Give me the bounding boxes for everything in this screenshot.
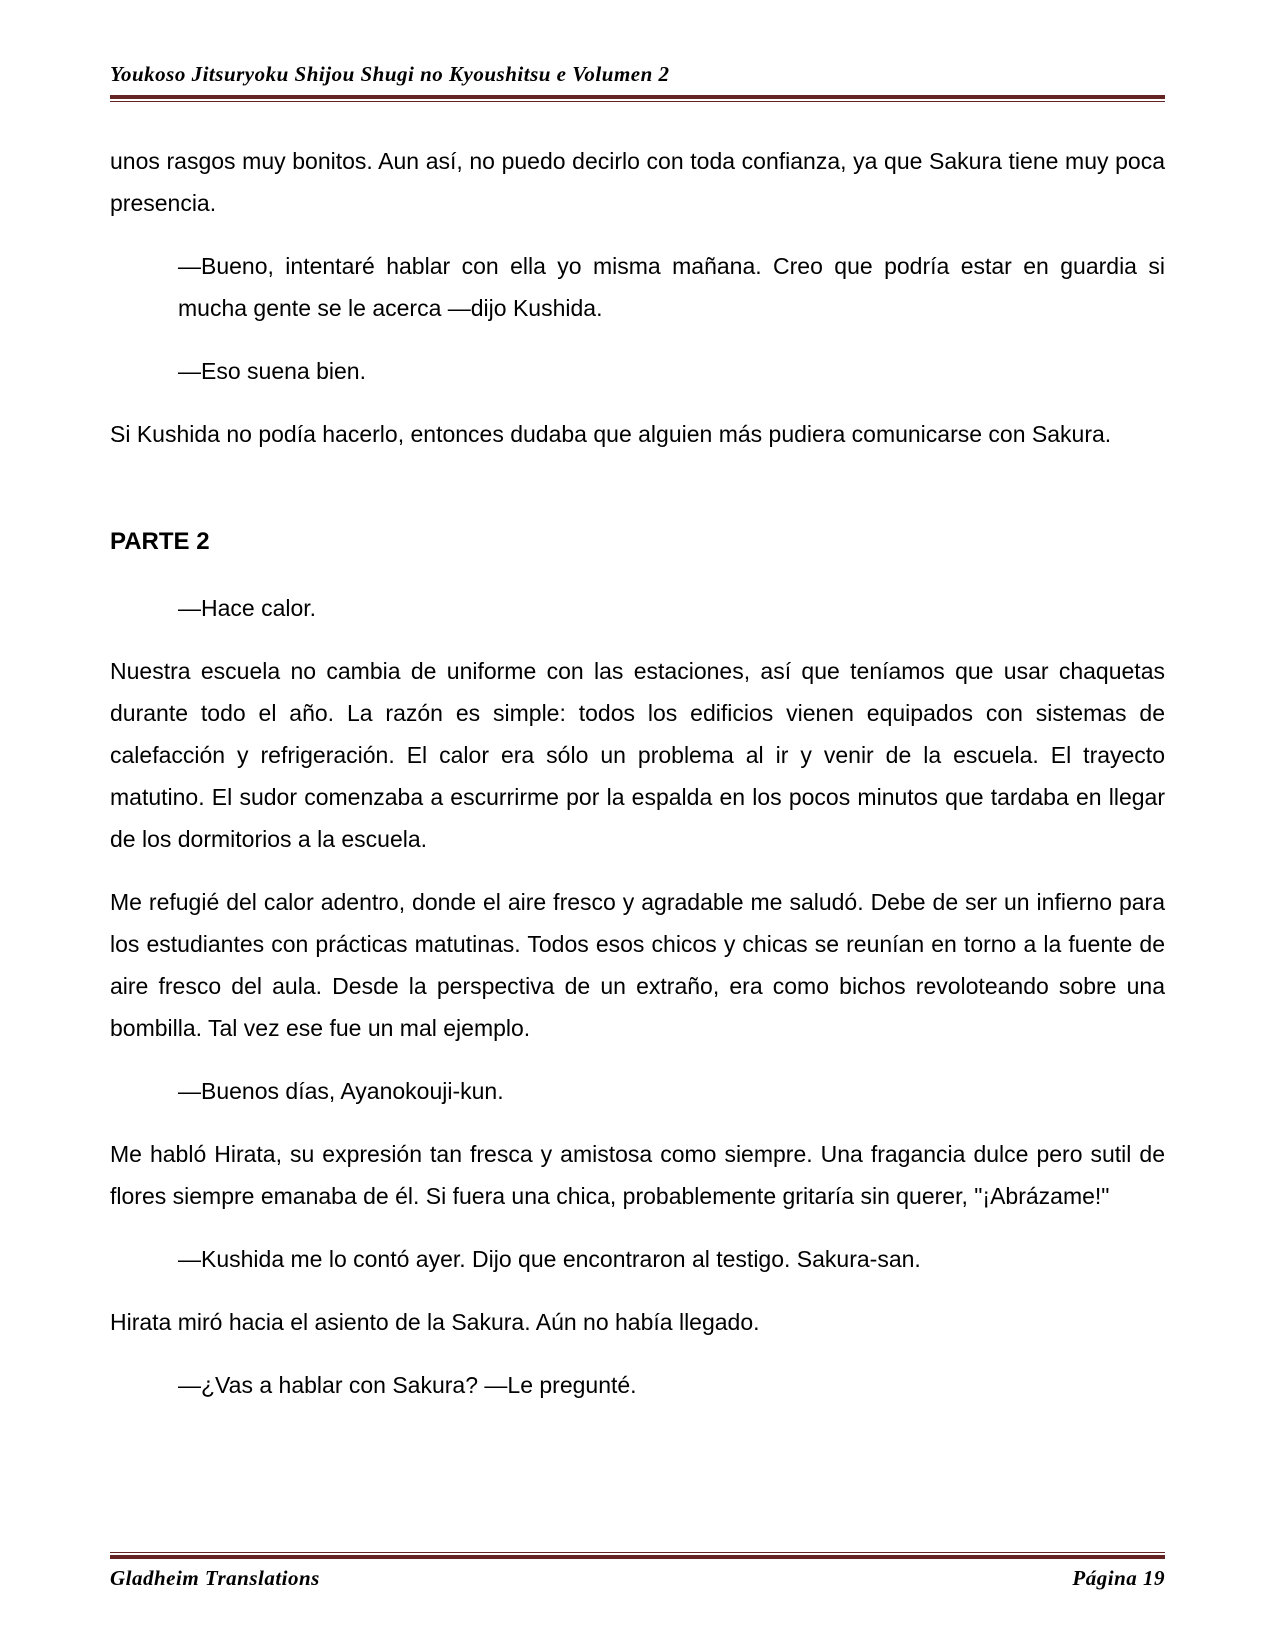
footer-page-number: Página 19 bbox=[1072, 1566, 1165, 1590]
paragraph: Me habló Hirata, su expresión tan fresca y amistosa como siempre. Una fragancia dulce pero sutil de flores siempre emanaba de él. Si fuera una chica, probablemente gritaría sin querer, "¡Abrázame!" bbox=[110, 1141, 1165, 1209]
footer-rule-thin-line bbox=[110, 1552, 1165, 1553]
page-header bbox=[110, 62, 1165, 102]
header-title: Youkoso Jitsuryoku Shijou Shugi no Kyoushitsu e Volumen 2 bbox=[110, 62, 670, 86]
paragraph: Nuestra escuela no cambia de uniforme con las estaciones, así que teníamos que usar chaquetas durante todo el año. La razón es simple: todos los edificios vienen equipados con sistemas de calefacción y refrigeración. El calor era sólo un problema al ir y venir de la escuela. El trayecto matutino. El sudor comenzaba a escurrirme por la espalda en los pocos minutos que tardaba en llegar de los dormitorios a la escuela. bbox=[110, 658, 1165, 852]
header-rule-thick-line bbox=[110, 95, 1165, 99]
footer-rule-thick-line bbox=[110, 1555, 1165, 1559]
dialogue-paragraph: —Eso suena bien. bbox=[178, 358, 366, 384]
header-rule bbox=[110, 95, 1165, 102]
dialogue-paragraph: —Kushida me lo contó ayer. Dijo que encontraron al testigo. Sakura-san. bbox=[178, 1246, 921, 1272]
paragraph: Hirata miró hacia el asiento de la Sakura. Aún no había llegado. bbox=[110, 1309, 760, 1335]
paragraph: Me refugié del calor adentro, donde el aire fresco y agradable me saludó. Debe de ser un infierno para los estudiantes con prácticas matutinas. Todos esos chicos y chicas se reunían en torno a la fuente de aire fresco del aula. Desde la perspectiva de un extraño, era como bichos revoloteando sobre una bombilla. Tal vez ese fue un mal ejemplo. bbox=[110, 889, 1165, 1041]
paragraph: unos rasgos muy bonitos. Aun así, no puedo decirlo con toda confianza, ya que Sakura tiene muy poca presencia. bbox=[110, 148, 1165, 216]
dialogue-paragraph: —Bueno, intentaré hablar con ella yo misma mañana. Creo que podría estar en guardia si mucha gente se le acerca —dijo Kushida. bbox=[178, 253, 1165, 321]
dialogue-paragraph: —¿Vas a hablar con Sakura? —Le pregunté. bbox=[178, 1372, 637, 1398]
section-heading: PARTE 2 bbox=[110, 528, 210, 555]
page-footer bbox=[110, 1552, 1165, 1591]
dialogue-paragraph: —Hace calor. bbox=[178, 595, 317, 621]
paragraph: Si Kushida no podía hacerlo, entonces dudaba que alguien más pudiera comunicarse con Sakura. bbox=[110, 421, 1112, 447]
header-rule-thin-line bbox=[110, 101, 1165, 102]
footer-rule bbox=[110, 1552, 1165, 1559]
dialogue-paragraph: —Buenos días, Ayanokouji-kun. bbox=[178, 1078, 504, 1104]
footer-translator: Gladheim Translations bbox=[110, 1566, 320, 1590]
document-body bbox=[110, 140, 1165, 1427]
